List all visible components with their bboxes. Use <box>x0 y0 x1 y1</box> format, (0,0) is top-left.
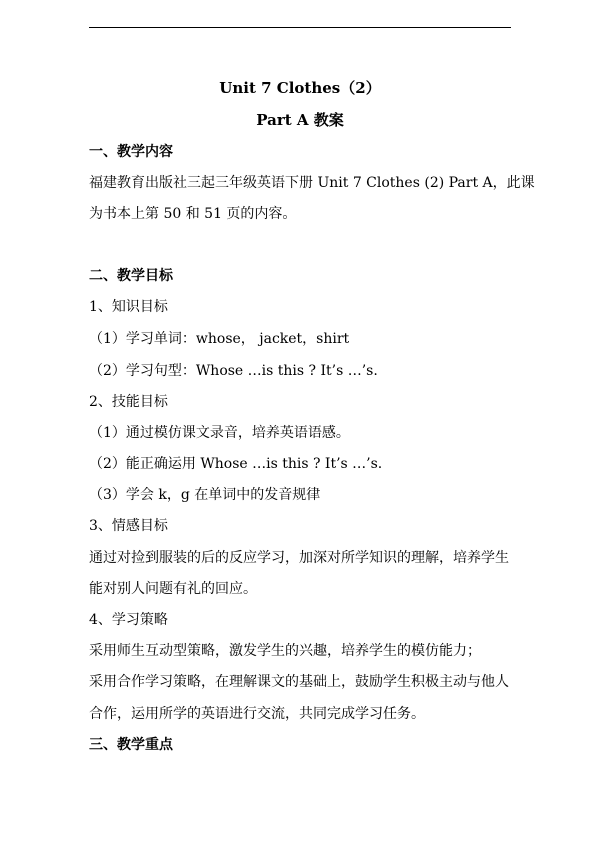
document-subtitle: Part A 教案 <box>256 111 344 129</box>
skill-item-1: （1）通过模仿课文录音，培养英语语感。 <box>89 425 350 441</box>
section-heading-objectives: 二、教学目标 <box>89 268 173 284</box>
knowledge-objective-title: 1、知识目标 <box>89 299 168 315</box>
knowledge-item-2: （2）学习句型：Whose …is this ? It’s …’s. <box>89 363 378 379</box>
skill-item-3: （3）学会 k，g 在单词中的发音规律 <box>89 487 321 503</box>
knowledge-item-1: （1）学习单词：whose， jacket，shirt <box>89 331 350 347</box>
section-heading-key-points: 三、教学重点 <box>89 737 173 753</box>
emotion-line-2: 能对别人问题有礼的回应。 <box>89 581 257 597</box>
strategy-line-2: 采用合作学习策略，在理解课文的基础上，鼓励学生积极主动与他人 <box>89 674 509 690</box>
section-heading-content: 一、教学内容 <box>89 144 173 160</box>
document-title: Unit 7 Clothes（2） <box>219 79 381 97</box>
content-paragraph-line-1: 福建教育出版社三起三年级英语下册 Unit 7 Clothes (2) Part A，此课 <box>89 175 535 191</box>
skill-objective-title: 2、技能目标 <box>89 394 168 410</box>
emotion-objective-title: 3、情感目标 <box>89 518 168 534</box>
strategy-line-1: 采用师生互动型策略，激发学生的兴趣，培养学生的模仿能力； <box>89 643 481 659</box>
content-paragraph-line-2: 为书本上第 50 和 51 页的内容。 <box>89 206 297 222</box>
emotion-line-1: 通过对捡到服装的后的反应学习，加深对所学知识的理解，培养学生 <box>89 550 509 566</box>
skill-item-2: （2）能正确运用 Whose …is this ? It’s …’s. <box>89 456 383 472</box>
strategy-line-3: 合作，运用所学的英语进行交流，共同完成学习任务。 <box>89 706 425 722</box>
header-rule <box>89 27 511 28</box>
strategy-title: 4、学习策略 <box>89 612 168 628</box>
